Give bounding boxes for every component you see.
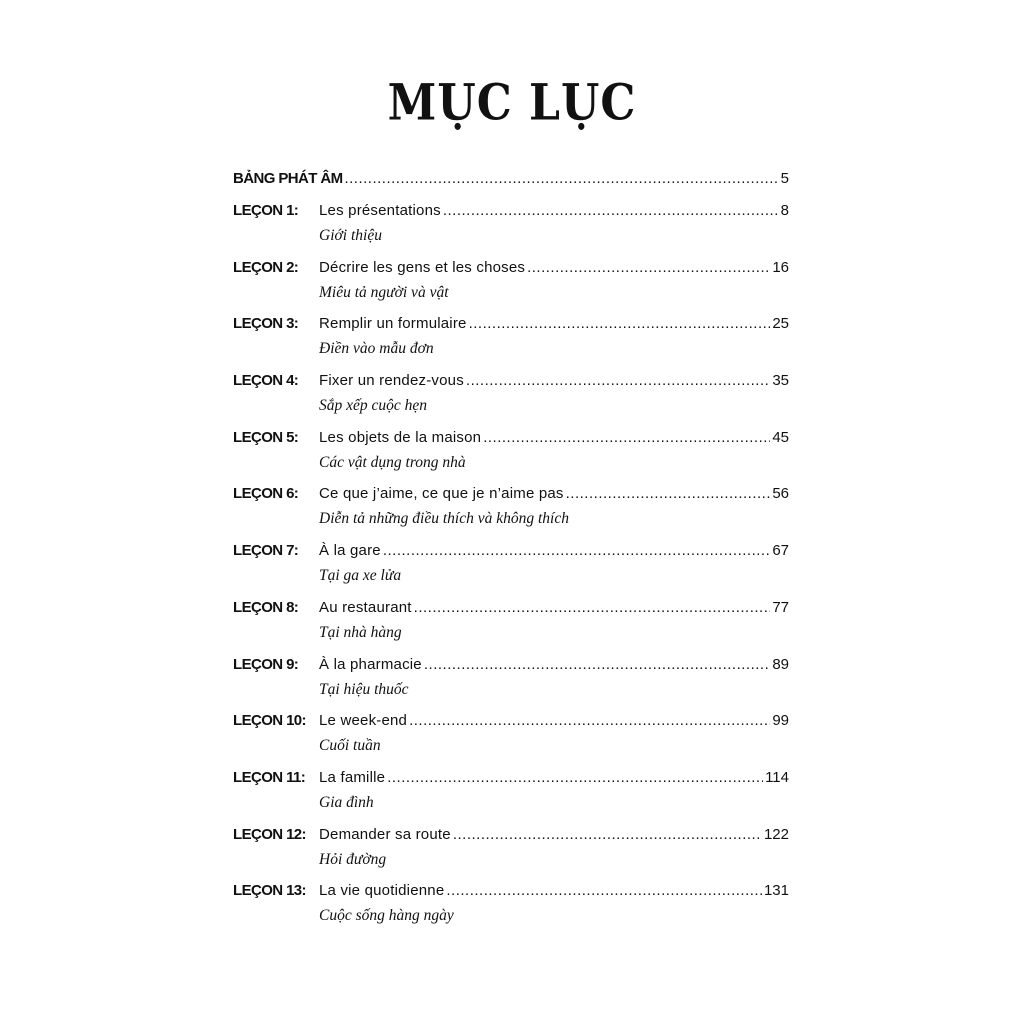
lesson-label: LEÇON 7:: [233, 542, 299, 560]
lesson-label: LEÇON 1:: [233, 202, 299, 219]
lesson-label: LEÇON 9:: [233, 655, 299, 673]
lesson-label: LEÇON 10:: [233, 712, 306, 730]
lesson-label: LEÇON 3:: [233, 315, 299, 333]
page-number: 67: [772, 542, 789, 560]
dot-leader: [466, 372, 770, 389]
lesson-title: La vie quotidienne: [319, 882, 445, 900]
toc-entry-lesson-11[interactable]: [233, 769, 789, 826]
dot-leader: [483, 429, 770, 446]
page-title: MỤC LỤC: [387, 74, 637, 133]
lesson-subtitle: Tại ga xe lửa: [319, 567, 402, 585]
lesson-title: Ce que j’aime, ce que je n’aime pas: [319, 485, 564, 503]
page-number: 99: [772, 712, 789, 730]
lesson-title: À la pharmacie: [319, 655, 422, 673]
lesson-subtitle: Cuộc sống hàng ngày: [319, 907, 454, 925]
lesson-subtitle: Tại hiệu thuốc: [319, 680, 409, 698]
page-number: 89: [772, 655, 789, 673]
toc-entry-lesson-1[interactable]: [233, 202, 789, 259]
pronunciation-table-label: BẢNG PHÁT ÂM: [233, 170, 343, 187]
page-number: 45: [772, 428, 789, 446]
lesson-label: LEÇON 8:: [233, 598, 299, 616]
dot-leader: [453, 826, 762, 843]
toc-entry-lesson-12[interactable]: [233, 826, 789, 883]
page-number: 56: [772, 485, 789, 503]
toc-entry-pronunciation-table[interactable]: [233, 170, 789, 187]
dot-leader: [383, 542, 770, 559]
lesson-title: Décrire les gens et les choses: [319, 258, 526, 276]
lesson-subtitle: Gia đình: [319, 793, 374, 811]
entry-line: [233, 372, 789, 394]
lesson-subtitle: Hỏi đường: [319, 850, 387, 868]
table-of-contents: [233, 202, 789, 939]
entry-line: [233, 599, 789, 621]
lesson-title: Au restaurant: [319, 598, 412, 616]
toc-entry-lesson-8[interactable]: [233, 599, 789, 656]
lesson-title: À la gare: [319, 542, 381, 560]
page-number: 77: [772, 598, 789, 616]
lesson-label: LEÇON 6:: [233, 485, 299, 503]
page-number: 131: [763, 882, 789, 900]
entry-line: [233, 202, 789, 224]
lesson-subtitle: Miêu tả người và vật: [319, 283, 449, 301]
entry-line: [233, 429, 789, 451]
toc-entry-lesson-9[interactable]: [233, 656, 789, 713]
toc-entry-lesson-3[interactable]: [233, 315, 789, 372]
page-number: 114: [765, 768, 789, 786]
lesson-subtitle: Cuối tuần: [319, 737, 381, 755]
dot-leader: [566, 485, 771, 502]
toc-entry-lesson-10[interactable]: [233, 712, 789, 769]
lesson-title: Les présentations: [319, 202, 441, 219]
lesson-subtitle: Các vật dụng trong nhà: [319, 453, 466, 471]
lesson-subtitle: Tại nhà hàng: [319, 623, 402, 641]
page-number: 5: [780, 170, 789, 187]
page-number: 35: [772, 372, 789, 390]
dot-leader: [469, 315, 771, 332]
lesson-label: LEÇON 5:: [233, 428, 299, 446]
entry-line: [233, 826, 789, 848]
lesson-title: La famille: [319, 768, 386, 786]
entry-line: [233, 315, 789, 337]
dot-leader: [446, 882, 762, 899]
dot-leader: [387, 769, 763, 786]
lesson-title: Le week-end: [319, 712, 408, 730]
lesson-subtitle: Sắp xếp cuộc hẹn: [319, 397, 428, 415]
lesson-title: Les objets de la maison: [319, 428, 482, 446]
dot-leader: [527, 259, 770, 276]
dot-leader: [443, 202, 779, 219]
lesson-title: Fixer un rendez-vous: [319, 372, 464, 390]
toc-entry-lesson-4[interactable]: [233, 372, 789, 429]
toc-entry-lesson-5[interactable]: [233, 429, 789, 486]
entry-line: [233, 882, 789, 904]
entry-line: [233, 542, 789, 564]
lesson-label: LEÇON 2:: [233, 258, 299, 276]
entry-line: [233, 656, 789, 678]
toc-entry-lesson-13[interactable]: [233, 882, 789, 939]
lesson-subtitle: Điền vào mẫu đơn: [319, 340, 434, 358]
toc-entry-lesson-7[interactable]: [233, 542, 789, 599]
entry-line: [233, 712, 789, 734]
lesson-label: LEÇON 13:: [233, 882, 306, 900]
entry-line: [233, 769, 789, 791]
page-number: 16: [772, 258, 789, 276]
page-number: 8: [780, 202, 789, 219]
lesson-label: LEÇON 4:: [233, 372, 299, 390]
lesson-label: LEÇON 11:: [233, 768, 306, 786]
lesson-label: LEÇON 12:: [233, 825, 306, 843]
dot-leader: [414, 599, 771, 616]
lesson-subtitle: Diễn tả những điều thích và không thích: [319, 510, 569, 528]
entry-line: [233, 485, 789, 507]
page-number: 122: [763, 825, 789, 843]
dot-leader: [344, 170, 778, 187]
dot-leader: [409, 712, 770, 729]
toc-entry-lesson-2[interactable]: [233, 259, 789, 316]
lesson-title: Remplir un formulaire: [319, 315, 467, 333]
toc-entry-lesson-6[interactable]: [233, 485, 789, 542]
entry-line: [233, 259, 789, 281]
dot-leader: [424, 656, 770, 673]
page-number: 25: [772, 315, 789, 333]
lesson-subtitle: Giới thiệu: [319, 227, 382, 244]
lesson-title: Demander sa route: [319, 825, 451, 843]
